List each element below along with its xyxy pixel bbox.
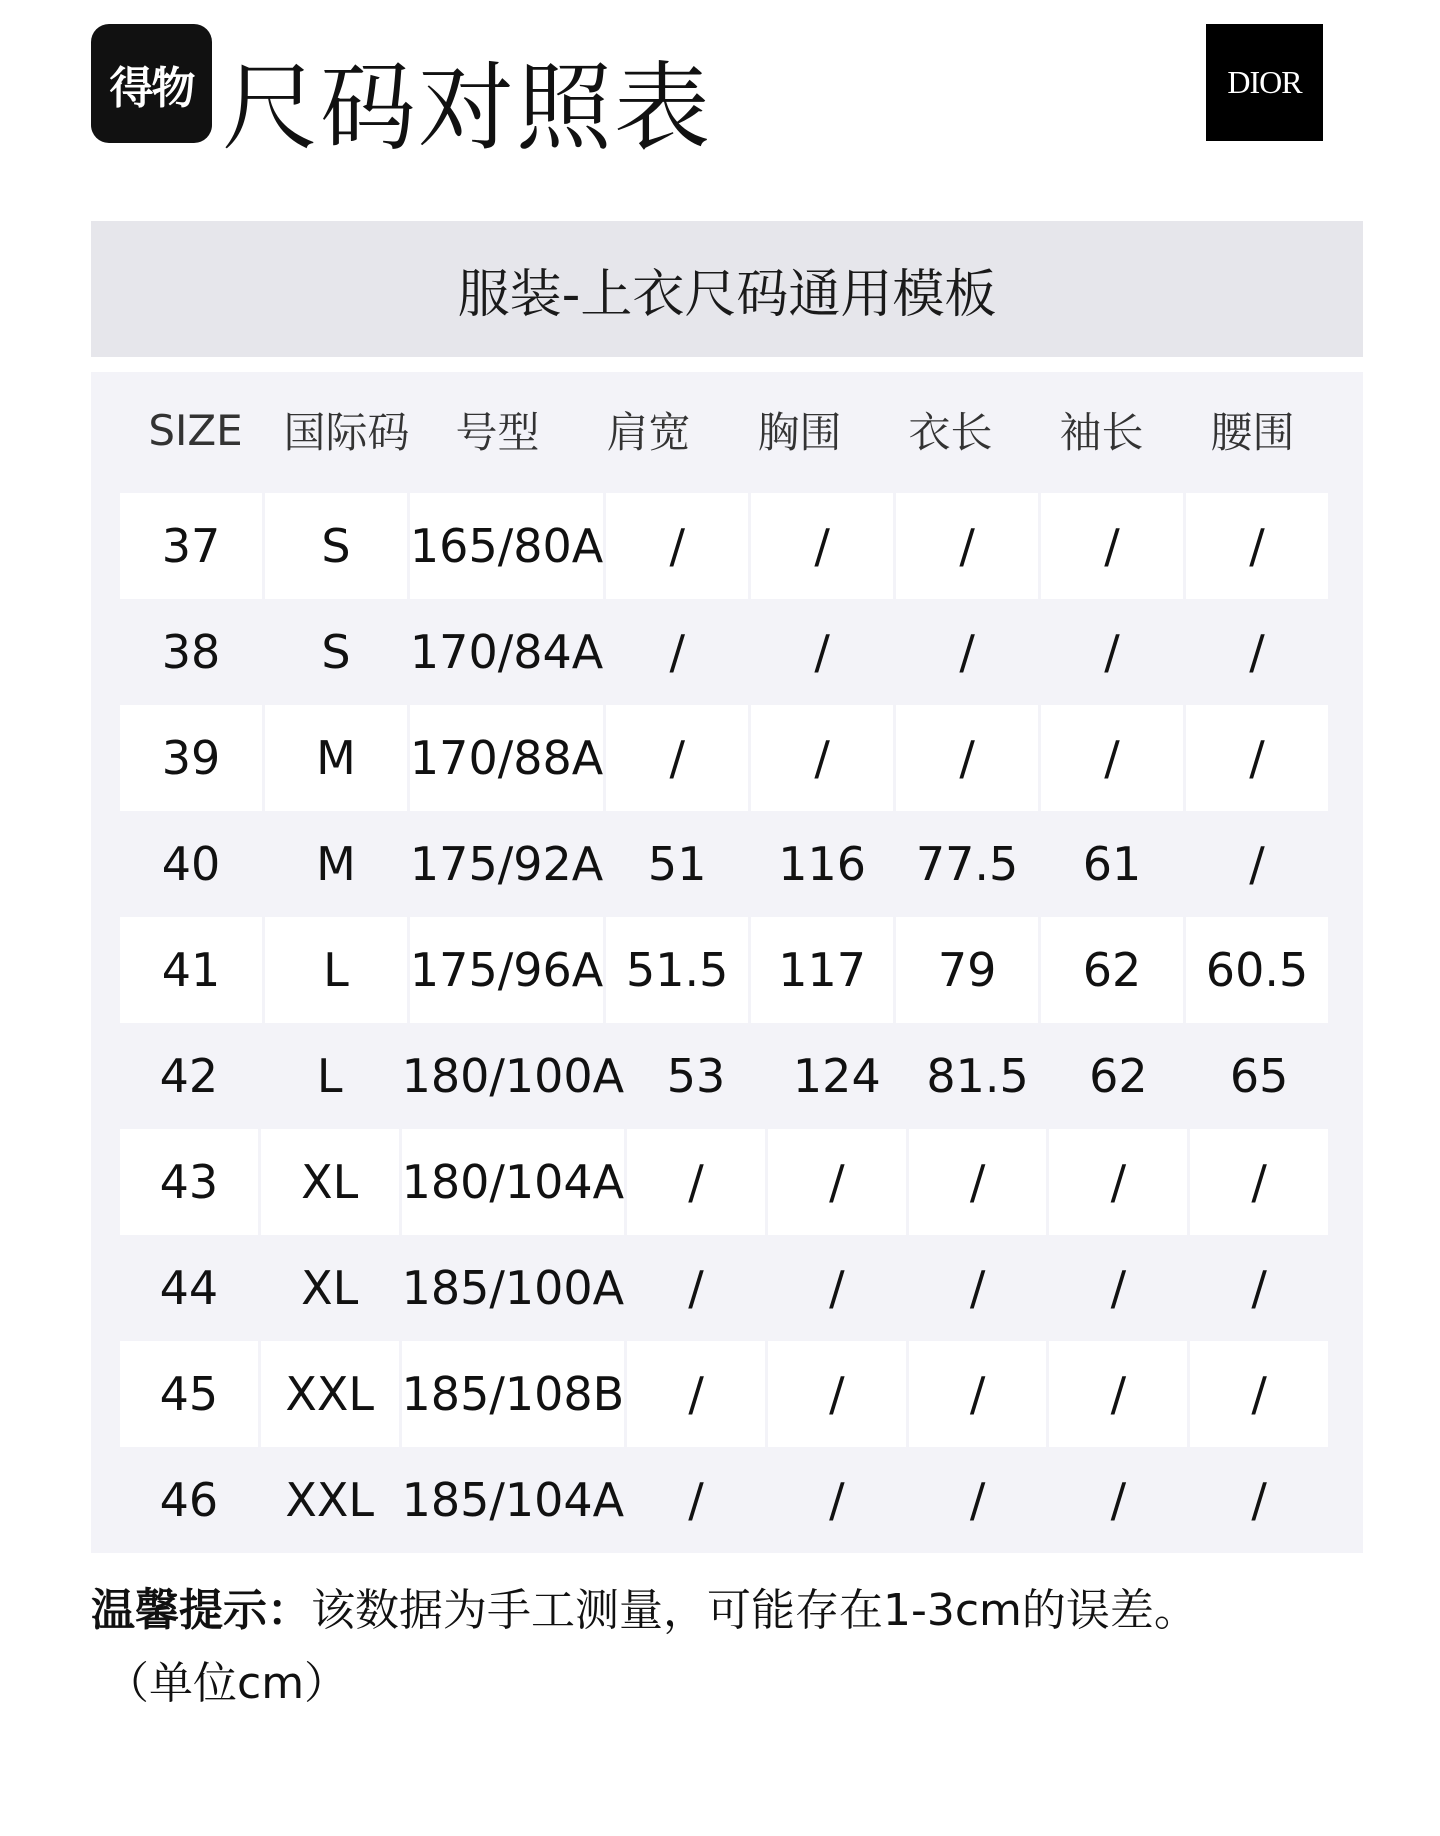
table-cell: /: [606, 493, 748, 599]
column-header: SIZE: [148, 405, 243, 455]
table-cell: 170/84A: [409, 625, 604, 679]
table-cell: /: [1049, 1341, 1187, 1447]
table-cell: 53: [666, 1049, 726, 1103]
table-cell: /: [606, 705, 748, 811]
table-cell: /: [969, 1261, 986, 1315]
column-header: 肩宽: [606, 408, 691, 457]
table-cell: 185/108B: [402, 1341, 625, 1447]
table-cell: /: [1251, 1473, 1267, 1527]
table-cell: 40: [161, 837, 221, 891]
table-cell: /: [959, 625, 975, 679]
table-cell: /: [1190, 1129, 1328, 1235]
table-cell: /: [829, 1473, 845, 1527]
table-cell: /: [688, 1473, 704, 1527]
table-cell: 185/100A: [401, 1261, 625, 1315]
table-cell: 42: [159, 1049, 219, 1103]
table-cell: 62: [1041, 917, 1183, 1023]
brand-logo: [1206, 24, 1323, 141]
note-label: 温馨提示：: [91, 1585, 311, 1636]
table-cell: 46: [159, 1473, 219, 1527]
table-cell: /: [1251, 1261, 1267, 1315]
table-cell: /: [1249, 625, 1265, 679]
table-cell: XL: [301, 1261, 359, 1315]
table-cell: 43: [120, 1129, 258, 1235]
table-cell: /: [1186, 493, 1328, 599]
table-cell: /: [1041, 493, 1183, 599]
table-cell: /: [627, 1129, 765, 1235]
table-cell: 37: [120, 493, 262, 599]
table-cell: 44: [159, 1261, 219, 1315]
table-cell: /: [896, 493, 1038, 599]
brand-logo-text: DIOR: [1227, 64, 1302, 100]
table-cell: 41: [120, 917, 262, 1023]
table-cell: /: [751, 493, 893, 599]
table-cell: /: [768, 1341, 906, 1447]
table-cell: /: [909, 1341, 1047, 1447]
table-cell: L: [316, 1049, 343, 1103]
table-cell: 124: [792, 1049, 881, 1103]
table-cell: 39: [120, 705, 262, 811]
table-cell: /: [969, 1473, 986, 1527]
table-cell: 77.5: [915, 837, 1019, 891]
table-cell: 51: [647, 837, 707, 891]
table-cell: 45: [120, 1341, 258, 1447]
table-cell: /: [1104, 625, 1120, 679]
table-header-row: [120, 380, 1328, 480]
table-cell: 81.5: [926, 1049, 1029, 1103]
table-row: [120, 599, 1328, 705]
table-cell: /: [768, 1129, 906, 1235]
column-header: 胸围: [757, 408, 842, 457]
table-cell: XL: [261, 1129, 399, 1235]
measurement-note: [91, 1575, 1391, 1647]
table-cell: /: [1049, 1129, 1187, 1235]
table-cell: 116: [778, 837, 867, 891]
table-cell: /: [688, 1261, 704, 1315]
column-header: 袖长: [1059, 408, 1144, 457]
unit-note: （单位cm）: [105, 1658, 349, 1709]
table-row: [120, 1235, 1328, 1341]
table-cell: 185/104A: [401, 1473, 625, 1527]
column-header: 国际码: [283, 408, 410, 457]
table-row: [120, 1341, 1328, 1447]
table-cell: /: [1190, 1341, 1328, 1447]
page-title: 尺码对照表: [222, 52, 712, 164]
table-cell: L: [265, 917, 407, 1023]
table-cell: /: [814, 625, 830, 679]
table-row: [120, 1023, 1328, 1129]
table-body: [120, 493, 1328, 1553]
table-row: [120, 1447, 1328, 1553]
table-cell: /: [1186, 705, 1328, 811]
table-cell: 175/96A: [410, 917, 603, 1023]
table-row: [120, 1129, 1328, 1235]
table-cell: M: [265, 705, 407, 811]
table-cell: 170/88A: [410, 705, 603, 811]
table-cell: /: [669, 625, 685, 679]
table-cell: XXL: [285, 1473, 374, 1527]
table-cell: 175/92A: [409, 837, 604, 891]
table-cell: /: [751, 705, 893, 811]
table-row: [120, 917, 1328, 1023]
column-header: 腰围: [1210, 408, 1295, 457]
app-logo-text: 得物: [109, 62, 194, 114]
table-cell: 60.5: [1186, 917, 1328, 1023]
table-cell: 79: [896, 917, 1038, 1023]
table-row: [120, 705, 1328, 811]
table-row: [120, 811, 1328, 917]
table-cell: 62: [1089, 1049, 1148, 1103]
table-cell: 61: [1082, 837, 1142, 891]
table-row: [120, 493, 1328, 599]
table-cell: 117: [751, 917, 893, 1023]
table-cell: /: [627, 1341, 765, 1447]
column-header: 号型: [455, 408, 540, 457]
note-text: 该数据为手工测量，可能存在1-3cm的误差。: [311, 1585, 1198, 1636]
table-cell: XXL: [261, 1341, 399, 1447]
table-cell: /: [1110, 1473, 1127, 1527]
column-header: 衣长: [908, 408, 993, 457]
table-cell: 180/100A: [401, 1049, 625, 1103]
table-cell: 38: [161, 625, 221, 679]
table-cell: /: [909, 1129, 1047, 1235]
table-cell: 165/80A: [410, 493, 603, 599]
table-cell: /: [1110, 1261, 1127, 1315]
template-banner: [91, 221, 1363, 357]
table-cell: S: [265, 493, 407, 599]
app-logo: [91, 24, 212, 143]
template-banner-title: 服装-上衣尺码通用模板: [457, 264, 997, 325]
table-cell: /: [896, 705, 1038, 811]
table-cell: 51.5: [606, 917, 748, 1023]
table-cell: M: [316, 837, 356, 891]
table-cell: 180/104A: [402, 1129, 625, 1235]
table-cell: /: [1041, 705, 1183, 811]
table-cell: /: [829, 1261, 845, 1315]
table-cell: 65: [1229, 1049, 1289, 1103]
table-cell: S: [321, 625, 351, 679]
table-cell: /: [1249, 837, 1265, 891]
